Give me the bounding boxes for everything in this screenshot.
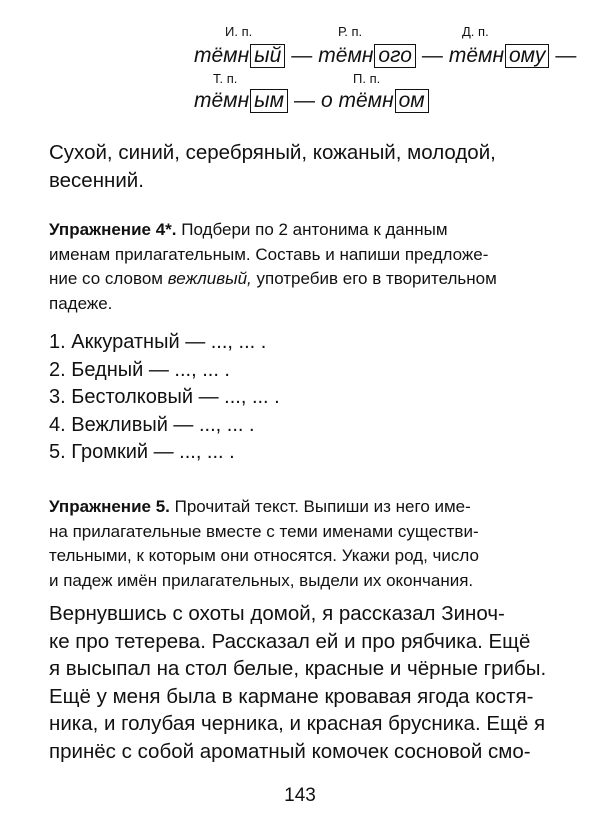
list-item: 3. Бестолковый — ..., ... . [49, 386, 280, 408]
exercise-title: Упражнение 4*. [49, 220, 177, 239]
ending-box: ый [250, 44, 285, 68]
text-line: именам прилагательным. Составь и напиши предложе- [49, 244, 489, 264]
ending-box: ым [250, 89, 288, 113]
word-stem: о тёмн [320, 89, 394, 112]
text-line [49, 218, 580, 243]
exercise-text: ние со словом [49, 269, 168, 289]
text-line: Ещё у меня была в кармане кровавая ягода костя- [49, 684, 534, 708]
dash: — [421, 44, 443, 67]
case-label-nominative: И. п. [225, 24, 253, 39]
exercise-5 [49, 495, 580, 593]
exercise-text: Подбери по 2 антонима к данным [176, 220, 448, 239]
ending-box: ого [374, 44, 415, 68]
text-line: весенний. [49, 169, 144, 192]
text-line: Сухой, синий, серебряный, кожаный, молодой, [49, 141, 496, 164]
declension-row-2 [194, 89, 429, 113]
word-stem: тёмн [194, 44, 250, 67]
text-line: Вернувшись с охоты домой, я рассказал Зиноч- [49, 602, 505, 625]
word-stem: тёмн [318, 44, 374, 67]
exercise-4 [49, 218, 580, 316]
word-stem: тёмн [448, 44, 504, 67]
dash: — [555, 44, 577, 67]
exercise-title: Упражнение 5. [49, 497, 170, 516]
case-label-genitive: Р. п. [338, 24, 363, 39]
text-line [49, 267, 580, 292]
word-stem: тёмн [194, 89, 250, 112]
text-line: принёс с собой ароматный комочек сосновой смо- [49, 739, 531, 763]
words-paragraph [49, 139, 580, 195]
text-line: ника, и голубая черника, и красная брусника. Ещё я [49, 712, 546, 736]
page-number: 143 [284, 785, 316, 806]
text-line: я высыпал на стол белые, красные и чёрные грибы. [49, 657, 547, 681]
dash: — [293, 89, 315, 112]
list-item: 4. Вежливый — ..., ... . [49, 413, 255, 436]
exercise-text: употребив его в творительном [251, 269, 497, 289]
list-item: 1. Аккуратный — ..., ... . [49, 331, 267, 353]
exercise-text: Прочитай текст. Выпиши из него име- [169, 497, 471, 516]
text-line: на прилагательные вместе с теми именами существи- [49, 521, 479, 541]
case-label-instrumental: Т. п. [213, 71, 238, 86]
case-label-prepositional: П. п. [353, 71, 381, 86]
ending-box: ом [395, 89, 429, 113]
dash: — [291, 44, 313, 67]
list-item: 5. Громкий — ..., ... . [49, 441, 235, 463]
text-line [49, 495, 580, 520]
text-line: падеже. [49, 293, 113, 313]
text-line: тельными, к которым они относятся. Укажи род, число [49, 546, 479, 566]
list-item: 2. Бедный — ..., ... . [49, 358, 230, 381]
antonym-list [49, 329, 449, 467]
text-line: и падеж имён прилагательных, выдели их окончания. [49, 570, 474, 590]
ending-box: ому [505, 44, 549, 68]
declension-row-1 [194, 44, 582, 68]
story-text [49, 600, 580, 766]
case-label-dative: Д. п. [462, 24, 489, 39]
italic-word: вежливый, [167, 269, 252, 289]
text-line: ке про тетерева. Рассказал ей и про рябчика. Ещё [49, 629, 531, 653]
